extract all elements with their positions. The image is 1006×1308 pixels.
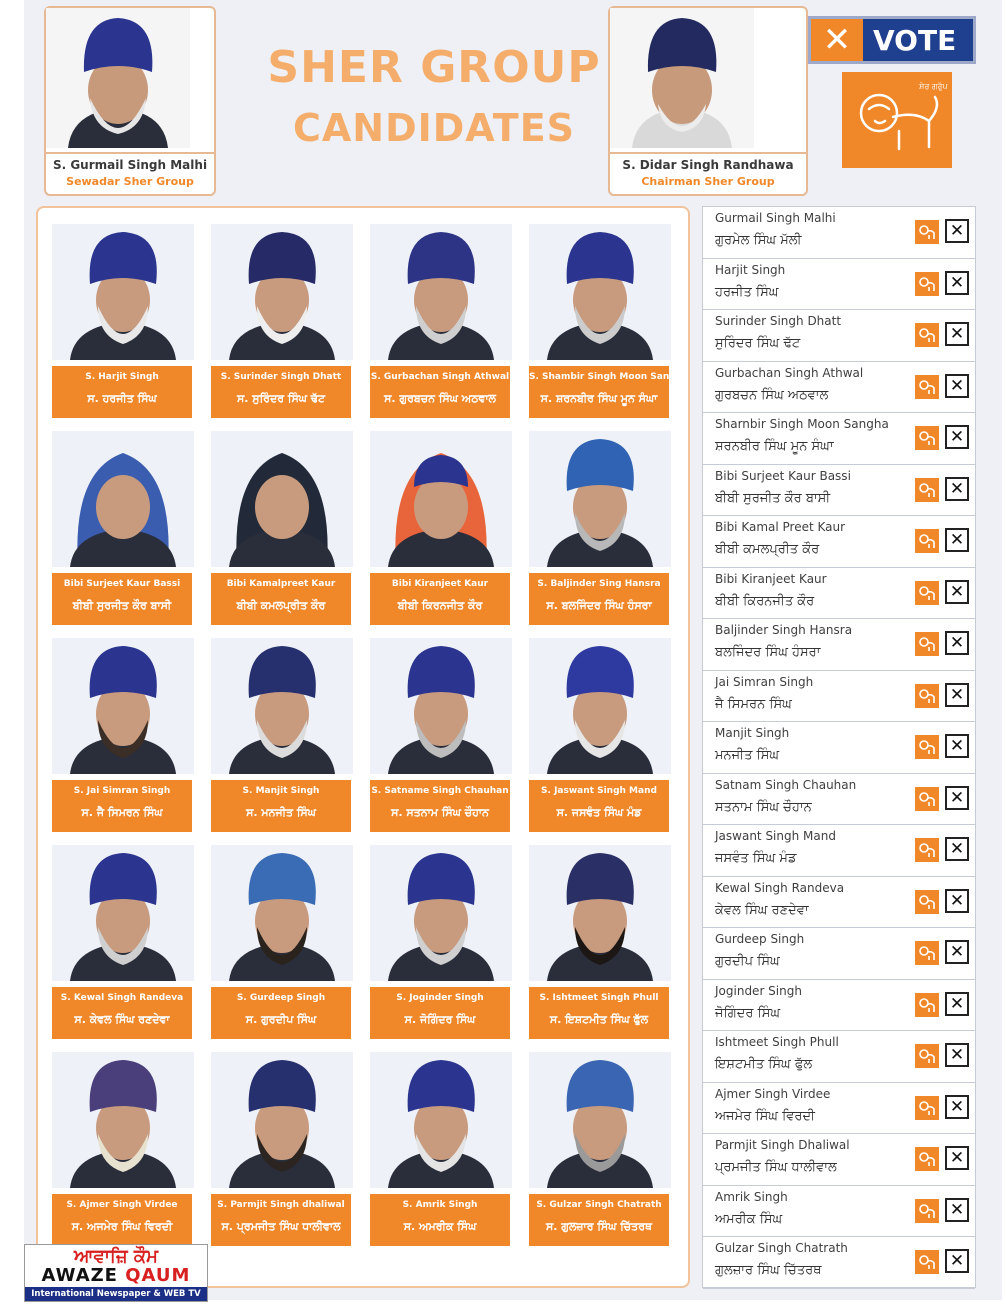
candidate-name-english: S. Gurdeep Singh	[236, 993, 326, 1003]
lion-symbol-icon	[915, 426, 939, 450]
candidate-label	[211, 780, 351, 832]
ballot-row	[703, 516, 975, 568]
candidate-name-english: S. Harjit Singh	[85, 372, 159, 382]
candidate-name-punjabi: ਸ. ਇਸ਼ਟਮੀਤ ਸਿੰਘ ਫੁੱਲ	[549, 1013, 649, 1026]
ballot-checkbox[interactable]: ✕	[945, 528, 969, 552]
ballot-name-english: Ishtmeet Singh Phull	[715, 1035, 839, 1049]
lion-symbol-icon	[915, 838, 939, 862]
candidate-label	[52, 987, 192, 1039]
lion-symbol-icon	[915, 581, 939, 605]
candidate-label	[52, 1194, 192, 1246]
brand-english-part1: AWAZE	[41, 1265, 126, 1286]
candidate-name-english: S. Gulzar Singh Chatrath	[536, 1200, 662, 1210]
candidate-card	[52, 224, 194, 418]
candidate-card	[529, 431, 671, 625]
candidate-label	[211, 987, 351, 1039]
lion-symbol-icon	[915, 529, 939, 553]
brand-punjabi-part1: ਆਵਾਜ਼ਿ	[74, 1246, 134, 1267]
ballot-name-english: Ajmer Singh Virdee	[715, 1086, 831, 1101]
candidate-name-punjabi: ਸ. ਗੁਰਦੀਪ ਸਿੰਘ	[245, 1013, 317, 1026]
candidate-name-english: S. Ajmer Singh Virdee	[66, 1200, 178, 1210]
ballot-name-punjabi: ਮਨਜੀਤ ਸਿੰਘ	[715, 748, 780, 763]
candidate-label	[529, 780, 669, 832]
candidate-name-punjabi: ਸ. ਹਰਜੀਤ ਸਿੰਘ	[87, 392, 157, 405]
ballot-name-punjabi: ਬੀਬੀ ਸੁਰਜੀਤ ਕੌਰ ਬਾਸੀ	[715, 490, 831, 506]
ballot-row	[703, 1186, 975, 1238]
lion-symbol-icon	[915, 323, 939, 347]
ballot-row	[703, 207, 975, 259]
candidate-label	[52, 780, 192, 832]
candidate-name-punjabi: ਸ. ਸਤਨਾਮ ਸਿੰਘ ਚੌਹਾਨ	[391, 806, 489, 819]
ballot-checkbox[interactable]: ✕	[945, 219, 969, 243]
candidate-name-english: S. Parmjit Singh dhaliwal	[217, 1200, 345, 1210]
candidate-name-punjabi: ਬੀਬੀ ਸੁਰਜੀਤ ਕੌਰ ਬਾਸੀ	[72, 599, 172, 612]
lion-symbol-icon	[915, 735, 939, 759]
ballot-name-punjabi: ਅਮਰੀਕ ਸਿੰਘ	[715, 1211, 783, 1227]
candidate-name-punjabi: ਸ. ਸ਼ਰਨਬੀਰ ਸਿੰਘ ਮੂਨ ਸੰਘਾ	[540, 392, 658, 405]
candidate-label	[52, 573, 192, 625]
leader-role: Sewadar Sher Group	[66, 175, 194, 188]
candidate-label	[370, 780, 510, 832]
ballot-name-english: Manjit Singh	[715, 726, 790, 740]
lion-symbol-icon	[915, 993, 939, 1017]
candidate-label	[529, 366, 689, 418]
candidate-name-english: Bibi Surjeet Kaur Bassi	[63, 579, 181, 589]
ballot-name-punjabi: ਜੋਗਿੰਦਰ ਸਿੰਘ	[715, 1005, 781, 1021]
candidate-name-english: S. Jaswant Singh Mand	[541, 786, 657, 796]
candidate-name-punjabi: ਸ. ਜਸਵੰਤ ਸਿੰਘ ਮੰਡ	[556, 806, 642, 819]
candidate-card	[52, 1052, 194, 1246]
ballot-checkbox[interactable]: ✕	[945, 580, 969, 604]
lion-symbol-icon	[915, 478, 939, 502]
candidate-photo	[211, 224, 353, 360]
candidate-photo	[52, 1052, 194, 1188]
ballot-checkbox[interactable]: ✕	[945, 322, 969, 346]
candidate-photo	[211, 1052, 353, 1188]
ballot-row	[703, 928, 975, 980]
leader-name: S. Gurmail Singh Malhi	[52, 158, 208, 172]
candidate-label	[211, 573, 351, 625]
lion-symbol-icon	[915, 1250, 939, 1274]
ballot-name-punjabi: ਸੁਰਿੰਦਰ ਸਿੰਘ ਢੱਟ	[715, 336, 801, 351]
candidate-name-english: S. Satname Singh Chauhan	[371, 786, 509, 796]
ballot-name-punjabi: ਅਜਮੇਰ ਸਿੰਘ ਵਿਰਦੀ	[715, 1108, 815, 1124]
ballot-checkbox[interactable]: ✕	[945, 1198, 969, 1222]
ballot-name-english: Jaswant Singh Mand	[715, 829, 836, 843]
ballot-row	[703, 1134, 975, 1186]
lion-caption: ਸ਼ੇਰ ਗਰੁੱਪ	[919, 82, 948, 91]
candidate-name-english: S. Kewal Singh Randeva	[60, 993, 184, 1003]
ballot-checkbox[interactable]: ✕	[945, 1249, 969, 1273]
ballot-row	[703, 465, 975, 517]
ballot-checkbox[interactable]: ✕	[945, 992, 969, 1016]
poster	[24, 0, 1002, 1300]
ballot-name-english: Bibi Kiranjeet Kaur	[715, 571, 827, 586]
leader-name: S. Didar Singh Randhawa	[622, 158, 794, 172]
ballot-name-punjabi: ਸ਼ਰਨਬੀਰ ਸਿੰਘ ਮੂਨ ਸੰਘਾ	[715, 439, 834, 454]
ballot-name-punjabi: ਪ੍ਰਮਜੀਤ ਸਿੰਘ ਧਾਲੀਵਾਲ	[715, 1160, 837, 1175]
lion-logo	[842, 72, 952, 168]
candidate-label	[529, 987, 669, 1039]
ballot-checkbox[interactable]: ✕	[945, 889, 969, 913]
candidate-name-punjabi: ਸ. ਸੁਰਿੰਦਰ ਸਿੰਘ ਢੱਟ	[236, 392, 326, 405]
ballot-name-english: Surinder Singh Dhatt	[715, 314, 842, 328]
ballot-name-english: Satnam Singh Chauhan	[715, 777, 857, 792]
candidate-card	[370, 1052, 512, 1246]
ballot-name-punjabi: ਹਰਜੀਤ ਸਿੰਘ	[715, 284, 779, 300]
ballot-row	[703, 980, 975, 1032]
ballot-name-punjabi: ਕੇਵਲ ਸਿੰਘ ਰਣਦੇਵਾ	[715, 902, 809, 918]
ballot-name-english: Harjit Singh	[715, 262, 786, 277]
leader-portrait-photo	[610, 8, 754, 148]
ballot-name-english: Gulzar Singh Chatrath	[715, 1241, 848, 1255]
lion-symbol-icon	[915, 632, 939, 656]
ballot-checkbox[interactable]: ✕	[945, 477, 969, 501]
candidate-name-punjabi: ਸ. ਗੁਰਬਚਨ ਸਿੰਘ ਅਠਵਾਲ	[384, 392, 496, 405]
ballot-checkbox[interactable]: ✕	[945, 734, 969, 758]
lion-symbol-icon	[915, 375, 939, 399]
candidate-card	[529, 845, 671, 1039]
ballot-row	[703, 877, 975, 929]
candidate-label	[529, 573, 669, 625]
ballot-row	[703, 1031, 975, 1083]
ballot-checkbox[interactable]: ✕	[945, 1043, 969, 1067]
candidate-card	[52, 431, 194, 625]
ballot-name-english: Sharnbir Singh Moon Sangha	[715, 417, 889, 431]
candidate-card	[211, 1052, 353, 1246]
ballot-row	[703, 774, 975, 826]
ballot-row	[703, 671, 975, 723]
candidate-card	[370, 845, 512, 1039]
lion-symbol-icon	[915, 220, 939, 244]
candidate-photo	[370, 224, 512, 360]
ballot-name-english: Amrik Singh	[715, 1189, 788, 1204]
candidate-name-punjabi: ਸ. ਪ੍ਰਮਜੀਤ ਸਿੰਘ ਧਾਲੀਵਾਲ	[221, 1220, 341, 1233]
candidate-name-english: S. Jai Simran Singh	[73, 786, 171, 796]
candidate-name-english: S. Baljinder Sing Hansra	[537, 579, 661, 589]
candidate-label	[370, 987, 510, 1039]
candidate-card	[211, 638, 353, 832]
ballot-checkbox[interactable]: ✕	[945, 1146, 969, 1170]
lion-symbol-icon	[915, 684, 939, 708]
ballot-name-punjabi: ਬੀਬੀ ਕਮਲਪ੍ਰੀਤ ਕੌਰ	[715, 542, 820, 557]
ballot-row	[703, 310, 975, 362]
candidate-label	[52, 366, 192, 418]
ballot-name-punjabi: ਗੁਰਦੀਪ ਸਿੰਘ	[715, 954, 780, 969]
candidate-photo	[529, 224, 671, 360]
candidate-name-punjabi: ਬੀਬੀ ਕਮਲਪ੍ਰੀਤ ਕੌਰ	[236, 599, 326, 612]
candidate-photo	[52, 224, 194, 360]
poster-title	[254, 40, 614, 156]
lion-symbol-icon	[915, 1096, 939, 1120]
lion-icon	[849, 77, 948, 163]
candidate-card	[52, 638, 194, 832]
candidate-label	[211, 1194, 351, 1246]
candidate-card	[529, 1052, 671, 1246]
candidate-card	[529, 224, 689, 418]
candidate-label	[529, 1194, 669, 1246]
ballot-name-english: Parmjit Singh Dhaliwal	[715, 1138, 850, 1152]
lion-symbol-icon	[915, 272, 939, 296]
title-line-1: SHER GROUP	[267, 42, 601, 93]
candidate-name-english: Bibi Kamalpreet Kaur	[226, 579, 336, 589]
candidate-label	[370, 573, 510, 625]
candidate-name-english: S. Manjit Singh	[242, 786, 320, 796]
candidate-grid	[36, 206, 690, 1288]
ballot-checkbox[interactable]: ✕	[945, 425, 969, 449]
candidate-card	[211, 431, 353, 625]
awaze-qaum-logo	[24, 1244, 208, 1302]
ballot-checkbox[interactable]: ✕	[945, 837, 969, 861]
candidate-name-punjabi: ਸ. ਮਨਜੀਤ ਸਿੰਘ	[246, 806, 316, 819]
candidate-card	[211, 845, 353, 1039]
candidate-photo	[52, 638, 194, 774]
candidate-photo	[52, 431, 194, 567]
candidate-name-punjabi: ਸ. ਅਮਰੀਕ ਸਿੰਘ	[403, 1220, 477, 1233]
candidate-photo	[370, 431, 512, 567]
lion-symbol-icon	[915, 1199, 939, 1223]
candidate-name-punjabi: ਸ. ਜੈ ਸਿਮਰਨ ਸਿੰਘ	[81, 806, 163, 819]
candidate-name-punjabi: ਸ. ਬਲਜਿੰਦਰ ਸਿੰਘ ਹੰਸਰਾ	[546, 599, 652, 612]
ballot-name-english: Gurmail Singh Malhi	[715, 211, 836, 225]
ballot-name-punjabi: ਬਲਜਿੰਦਰ ਸਿੰਘ ਹੰਸਰਾ	[715, 645, 821, 660]
candidate-name-english: S. Ishtmeet Singh Phull	[539, 993, 659, 1003]
vote-label: VOTE	[873, 23, 957, 57]
ballot-row	[703, 568, 975, 620]
lion-symbol-icon	[915, 941, 939, 965]
candidate-photo	[211, 638, 353, 774]
ballot-row	[703, 722, 975, 774]
lion-symbol-icon	[915, 890, 939, 914]
candidate-photo	[211, 431, 353, 567]
candidate-name-english: S. Joginder Singh	[396, 993, 484, 1003]
ballot-row	[703, 362, 975, 414]
ballot-checkbox[interactable]: ✕	[945, 683, 969, 707]
ballot-checkbox[interactable]: ✕	[945, 374, 969, 398]
candidate-name-english: S. Surinder Singh Dhatt	[220, 372, 342, 382]
vote-x-icon: ✕	[811, 19, 863, 61]
candidate-photo	[370, 638, 512, 774]
candidate-card	[529, 638, 671, 832]
candidate-photo	[529, 845, 671, 981]
candidate-label	[370, 366, 510, 418]
candidate-label	[370, 1194, 510, 1246]
ballot-name-punjabi: ਜੈ ਸਿਮਰਨ ਸਿੰਘ	[715, 696, 792, 712]
candidate-photo	[370, 845, 512, 981]
candidate-photo	[211, 845, 353, 981]
ballot-name-english: Gurdeep Singh	[715, 932, 805, 946]
candidate-name-punjabi: ਸ. ਅਜਮੇਰ ਸਿੰਘ ਵਿਰਦੀ	[71, 1220, 173, 1233]
ballot-row	[703, 259, 975, 311]
ballot-row	[703, 619, 975, 671]
candidate-card	[370, 638, 512, 832]
ballot-name-punjabi: ਇਸ਼ਟਮੀਤ ਸਿੰਘ ਫੁੱਲ	[715, 1057, 813, 1072]
ballot-name-punjabi: ਬੀਬੀ ਕਿਰਨਜੀਤ ਕੌਰ	[715, 593, 815, 609]
vote-banner	[808, 16, 976, 64]
ballot-name-punjabi: ਗੁਰਮੇਲ ਸਿੰਘ ਮੱਲੀ	[715, 233, 802, 248]
ballot-name-english: Kewal Singh Randeva	[715, 880, 845, 895]
ballot-name-english: Joginder Singh	[715, 983, 802, 998]
title-line-2: CANDIDATES	[292, 106, 576, 150]
ballot-name-punjabi: ਗੁਲਜ਼ਾਰ ਸਿੰਘ ਚਿੱਤਰਥ	[715, 1263, 822, 1278]
candidate-name-english: S. Gurbachan Singh Athwal	[370, 372, 510, 382]
ballot-list	[702, 206, 976, 1288]
brand-punjabi-part2: ਕੌਮ	[133, 1246, 158, 1267]
candidate-photo	[529, 638, 671, 774]
candidate-name-punjabi: ਬੀਬੀ ਕਿਰਨਜੀਤ ਕੌਰ	[397, 599, 483, 612]
brand-english-part2: QAUM	[125, 1265, 191, 1286]
candidate-name-punjabi: ਸ. ਗੁਲਜ਼ਾਰ ਸਿੰਘ ਚਿੱਤਰਥ	[545, 1220, 653, 1233]
candidate-name-english: S. Shambir Singh Moon Sangha	[529, 372, 689, 382]
leader-card-randhawa	[608, 6, 808, 196]
ballot-row	[703, 1237, 975, 1289]
candidate-card	[370, 431, 512, 625]
ballot-name-english: Jai Simran Singh	[715, 674, 814, 689]
candidate-name-english: Bibi Kiranjeet Kaur	[391, 579, 489, 589]
candidate-photo	[529, 1052, 671, 1188]
ballot-name-english: Baljinder Singh Hansra	[715, 623, 853, 637]
ballot-name-english: Bibi Surjeet Kaur Bassi	[715, 468, 851, 483]
candidate-name-punjabi: ਸ. ਕੇਵਲ ਸਿੰਘ ਰਣਦੇਵਾ	[74, 1013, 170, 1026]
candidate-name-punjabi: ਸ. ਜੋਗਿੰਦਰ ਸਿੰਘ	[404, 1013, 476, 1026]
candidate-photo	[370, 1052, 512, 1188]
ballot-checkbox[interactable]: ✕	[945, 940, 969, 964]
ballot-row	[703, 413, 975, 465]
candidate-card	[211, 224, 353, 418]
lion-symbol-icon	[915, 787, 939, 811]
lion-symbol-icon	[915, 1147, 939, 1171]
leader-card-malhi	[44, 6, 216, 196]
candidate-photo	[529, 431, 671, 567]
candidate-label	[211, 366, 351, 418]
brand-tagline: International Newspaper & WEB TV	[25, 1287, 207, 1301]
candidate-name-english: S. Amrik Singh	[402, 1200, 478, 1210]
candidate-card	[370, 224, 512, 418]
ballot-row	[703, 825, 975, 877]
ballot-name-punjabi: ਗੁਰਬਚਨ ਸਿੰਘ ਅਠਵਾਲ	[715, 387, 829, 403]
lion-symbol-icon	[915, 1044, 939, 1068]
ballot-name-punjabi: ਜਸਵੰਤ ਸਿੰਘ ਮੰਡ	[715, 851, 797, 866]
ballot-name-english: Gurbachan Singh Athwal	[715, 365, 864, 380]
candidate-photo	[52, 845, 194, 981]
leader-portrait-photo	[46, 8, 190, 148]
ballot-checkbox[interactable]: ✕	[945, 1095, 969, 1119]
ballot-name-punjabi: ਸਤਨਾਮ ਸਿੰਘ ਚੌਹਾਨ	[715, 799, 812, 815]
ballot-checkbox[interactable]: ✕	[945, 631, 969, 655]
candidate-card	[52, 845, 194, 1039]
ballot-row	[703, 1083, 975, 1135]
ballot-checkbox[interactable]: ✕	[945, 271, 969, 295]
ballot-name-english: Bibi Kamal Preet Kaur	[715, 520, 846, 534]
ballot-checkbox[interactable]: ✕	[945, 786, 969, 810]
leader-role: Chairman Sher Group	[641, 175, 775, 188]
